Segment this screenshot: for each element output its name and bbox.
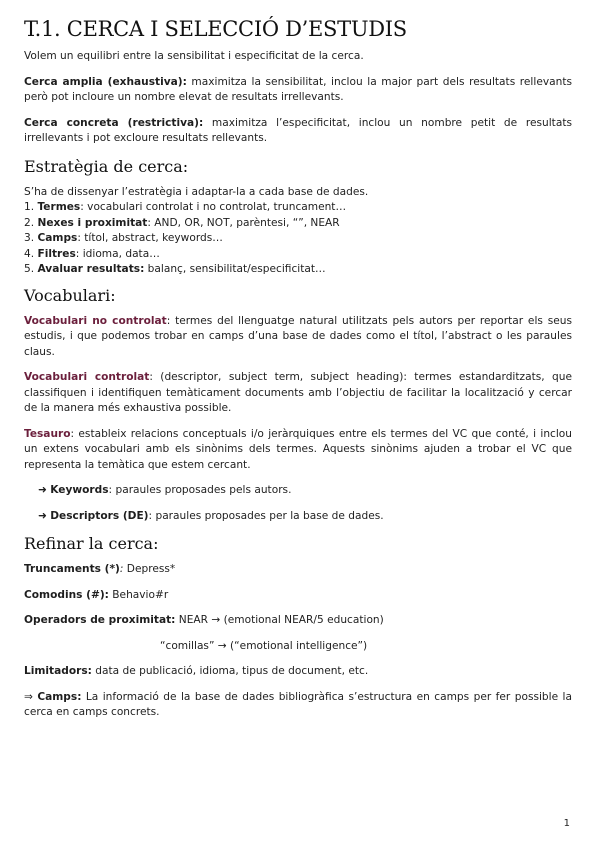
- list-text: : títol, abstract, keywords…: [77, 232, 223, 244]
- list-term: Avaluar resultats:: [37, 263, 145, 275]
- list-number: 4.: [24, 247, 38, 260]
- operadors-text: NEAR → (emotional NEAR/5 education): [175, 614, 384, 626]
- limitadors-term: Limitadors:: [24, 665, 92, 677]
- arrow-icon: ➜: [38, 484, 51, 496]
- cerca-concreta-text: maximitza l’especificitat, inclou un nombre petit de resultats irrellevants i pot excloure resultats rellevants.: [24, 116, 572, 144]
- intro-paragraph: [24, 49, 572, 65]
- list-text: : AND, OR, NOT, parèntesi, “”, NEAR: [147, 216, 340, 229]
- cerca-amplia-term: Cerca amplia (exhaustiva):: [24, 75, 187, 88]
- list-text: : idioma, data…: [75, 247, 160, 260]
- estrategia-list: [24, 185, 572, 278]
- list-term: Filtres: [37, 247, 76, 260]
- truncaments-text: Depress*: [123, 563, 176, 575]
- no-controlat-term: Vocabulari no controlat: [24, 314, 167, 327]
- list-item: [24, 262, 572, 278]
- comillas-text: “comillas” → (“emotional intelligence”): [160, 639, 368, 652]
- tesauro-text: : estableix relacions conceptuals i/o jeràrquiques entre els termes del VC que conté, i inclou un extens vocabulari amb els sinònims dels termes. Aquests sinònims ajuden a trobar el VC que representa la temàtica que estem cercant.: [24, 427, 572, 471]
- list-number: 2.: [24, 216, 38, 229]
- truncaments-paragraph: [24, 562, 572, 578]
- list-item: [24, 247, 572, 263]
- controlat-text: : (descriptor, subject term, subject heading): termes estandarditzats, que classifiquen i identifiquen temàticament documents amb l’objectiu de facilitar la localització y cercar de la manera més exhaustiva possible.: [24, 371, 572, 414]
- tesauro-paragraph: [24, 427, 572, 474]
- list-text: : vocabulari controlat i no controlat, truncament…: [80, 201, 347, 213]
- operadors-term: Operadors de proximitat:: [24, 614, 176, 626]
- camps-text: La informació de la base de dades bibliogràfica s’estructura en camps per fer possible la cerca en camps concrets.: [24, 690, 572, 718]
- comodins-text: Behavio#r: [108, 588, 169, 601]
- list-term: Nexes i proximitat: [37, 216, 148, 229]
- truncaments-sep: :: [119, 563, 124, 575]
- camps-term: Camps:: [37, 690, 82, 703]
- list-item: [24, 231, 572, 247]
- vocabulari-heading: Vocabulari:: [24, 285, 116, 305]
- estrategia-intro: S’ha de dissenyar l’estratègia i adaptar-la a cada base de dades.: [24, 185, 369, 198]
- page-title: T.1. CERCA I SELECCIÓ D’ESTUDIS: [24, 17, 407, 41]
- arrow-icon: ➜: [38, 509, 51, 522]
- no-controlat-text: : termes del llenguatge natural utilitzats pels autors per reportar els seus estudis, i que podemos trobar en camps d’una base de dades como el títol, l’abstract o les paraules claus.: [24, 314, 572, 358]
- list-number: 3.: [24, 232, 38, 244]
- cerca-concreta-paragraph: [24, 116, 572, 147]
- intro-text: Volem un equilibri entre la sensibilitat i especificitat de la cerca.: [24, 50, 364, 62]
- bullet-text: : paraules proposades pels autors.: [108, 484, 292, 496]
- descriptors-bullet: [38, 509, 572, 525]
- comillas-paragraph: [24, 639, 572, 655]
- limitadors-text: data de publicació, idioma, tipus de document, etc.: [91, 665, 369, 677]
- camps-paragraph: [24, 690, 572, 721]
- controlat-paragraph: [24, 370, 572, 417]
- cerca-amplia-paragraph: [24, 75, 572, 106]
- bullet-text: : paraules proposades per la base de dades.: [148, 509, 384, 522]
- cerca-amplia-text: maximitza la sensibilitat, inclou la major part dels resultats rellevants però pot incloure un nombre elevat de resultats irrellevants.: [24, 75, 572, 103]
- comodins-paragraph: [24, 588, 572, 604]
- double-arrow-icon: ⇒: [24, 690, 38, 703]
- list-number: 5.: [24, 263, 38, 275]
- controlat-term: Vocabulari controlat: [24, 371, 150, 383]
- no-controlat-paragraph: [24, 314, 572, 361]
- keywords-bullet: [38, 483, 572, 499]
- bullet-term: Descriptors (DE): [50, 509, 149, 522]
- list-number: 1.: [24, 201, 38, 213]
- list-term: Termes: [37, 201, 81, 213]
- truncaments-term: Truncaments (*): [24, 563, 120, 575]
- estrategia-heading: Estratègia de cerca:: [24, 156, 189, 176]
- limitadors-paragraph: [24, 664, 572, 680]
- bullet-term: Keywords: [50, 484, 109, 496]
- refinar-heading: Refinar la cerca:: [24, 534, 159, 553]
- list-item: [24, 200, 572, 216]
- list-text: balanç, sensibilitat/especificitat…: [144, 263, 326, 275]
- tesauro-term: Tesauro: [24, 427, 71, 440]
- list-term: Camps: [37, 232, 78, 244]
- operadors-paragraph: [24, 613, 572, 629]
- comodins-term: Comodins (#):: [24, 588, 109, 601]
- page-number: 1: [563, 818, 570, 829]
- document-page: [24, 16, 572, 731]
- list-item: [24, 216, 572, 232]
- cerca-concreta-term: Cerca concreta (restrictiva):: [24, 116, 204, 129]
